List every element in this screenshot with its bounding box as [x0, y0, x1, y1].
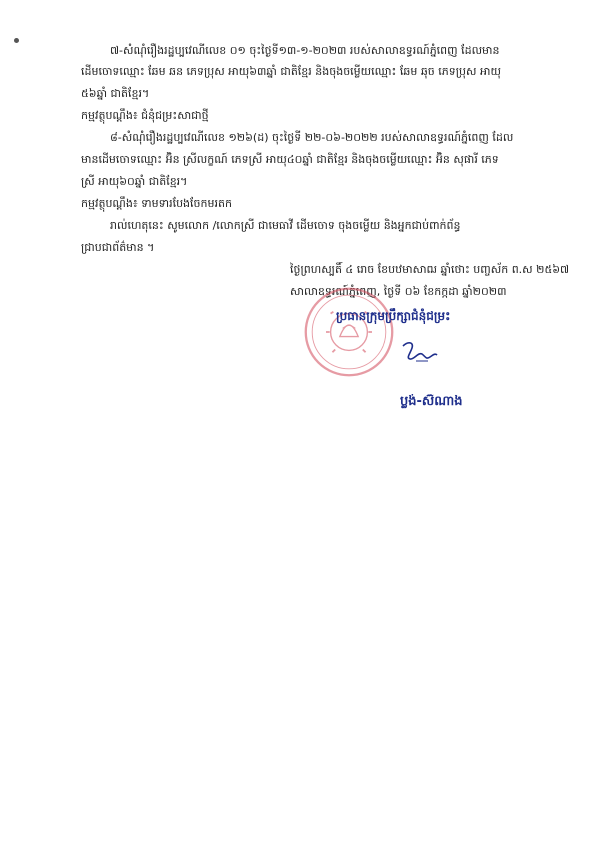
- case7-line-2: ដើមចោទឈ្មោះ ឆែម ឆន ភេទប្រុស អាយុ៦៣ឆ្នាំ ជាតិខ្មែរ និងចុងចម្លើយឈ្មោះ ឆែម ឆុច ភេទប្រុស អាយុ: [81, 65, 501, 78]
- case8-subject: កម្មវត្ថុបណ្តឹង៖ ទាមទារបែងចែកមរតក: [81, 197, 232, 210]
- date-lunar: ថ្ងៃព្រហស្បតិ៍ ៤ រោច ខែបឋមាសាឍ ឆ្នាំថោះ បញ្ចស័ក ព.ស ២៥៦៧: [290, 263, 570, 276]
- case7-subject: កម្មវត្ថុបណ្តឹង៖ ជំនុំជម្រះសាជាថ្មី: [81, 109, 209, 122]
- signer-title: ប្រធានក្រុមប្រឹក្សាជំនុំជម្រះ: [336, 309, 451, 323]
- case8-line-3: ស្រី អាយុ៦០ឆ្នាំ ជាតិខ្មែរ។: [81, 175, 188, 188]
- punch-hole-mark: [14, 38, 19, 43]
- case7-line-3: ៥៦ឆ្នាំ ជាតិខ្មែរ។: [81, 87, 150, 100]
- case8-line-2: មានដើមចោទឈ្មោះ អ៊ិន ស្រីលក្ខណ៍ ភេទស្រី អាយុ៤០ឆ្នាំ ជាតិខ្មែរ និងចុងចម្លើយឈ្មោះ អ៊ិន សុផារី ភេទ: [81, 153, 499, 166]
- official-seal-image: [303, 286, 395, 378]
- signer-name: ប្លង់-ស៊ំណាង: [400, 394, 463, 409]
- handwritten-signature-image: [398, 338, 440, 366]
- case8-line-1: ៨-សំណុំរឿងរដ្ឋប្បវេណីលេខ ១២៦(ដ) ចុះថ្ងៃទី ២២-០៦-២០២២ របស់សាលាឧទ្ធរណ៍ភ្នំពេញ ដែល: [110, 131, 514, 144]
- date-solar: សាលាឧទ្ធរណ៍ភ្នំពេញ, ថ្ងៃទី ០៦ ខែកក្កដា ឆ្នាំ២០២៣: [290, 285, 507, 298]
- case7-line-1: ៧-សំណុំរឿងរដ្ឋប្បវេណីលេខ ០១ ចុះថ្ងៃទី១៣-១-២០២៣ របស់សាលាឧទ្ធរណ៍ភ្នំពេញ ដែលមាន: [110, 44, 500, 57]
- closing-line-2: ជ្រាបជាព័ត៌មាន ។: [81, 241, 155, 254]
- closing-line-1: រាល់ហេតុនេះ សូមលោក /លោកស្រី ជាមេធាវី ដើមចោទ ចុងចម្លើយ និងអ្នកជាប់ពាក់ព័ន្ធ: [110, 219, 461, 232]
